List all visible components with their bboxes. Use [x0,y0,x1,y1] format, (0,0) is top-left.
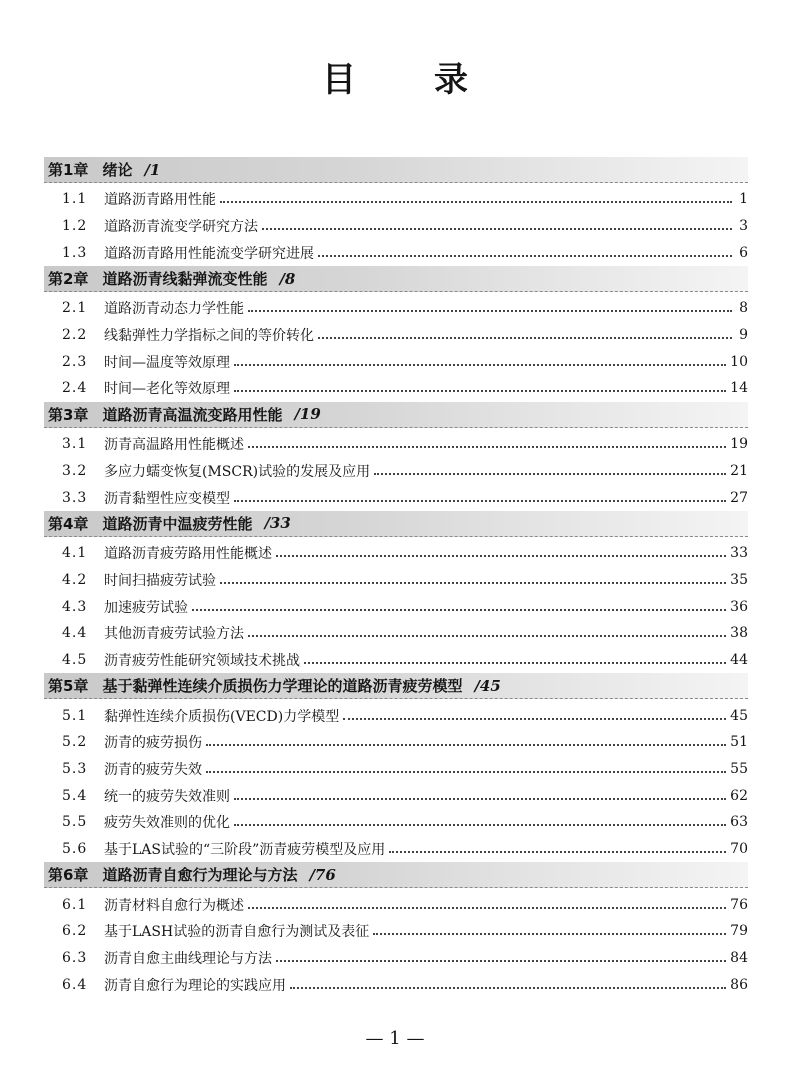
dot-leader [373,933,726,935]
toc-entry [44,322,748,349]
toc-entry [44,593,748,620]
section-title: 道路沥青路用性能 [104,192,216,209]
section-title: 道路沥青路用性能流变学研究进展 [104,245,314,262]
dot-leader [248,635,726,637]
section-number: 4.5 [62,651,88,668]
section-title: 基于LASH试验的沥青自愈行为测试及表征 [104,924,370,941]
section-page: 86 [730,976,748,993]
section-page: 21 [730,462,748,479]
dot-leader [318,255,732,257]
chapter-title: 基于黏弹性连续介质损伤力学理论的道路沥青疲劳模型 [102,677,463,696]
section-number: 1.1 [62,191,88,208]
section-title: 沥青的疲劳失效 [104,762,202,779]
section-page: 45 [730,707,748,724]
section-title: 道路沥青流变学研究方法 [104,219,258,236]
chapter-heading [44,402,748,428]
section-page: 1 [739,191,748,208]
section-title: 加速疲劳试验 [104,599,188,616]
section-page: 70 [730,841,748,858]
chapter-page: /76 [309,865,336,884]
toc-entry [44,620,748,647]
section-page: 27 [730,489,748,506]
chapter-number: 第3章 [48,405,89,424]
chapter-heading [44,157,748,183]
toc-entry [44,295,748,322]
section-number: 6.2 [62,923,88,940]
toc-entry [44,891,748,918]
toc-entry [44,972,748,999]
section-page: 84 [730,950,748,967]
chapter-page: /33 [264,514,291,533]
toc-entry [44,431,748,458]
chapter-page: /19 [294,405,321,424]
section-number: 5.3 [62,761,88,778]
dot-leader [248,446,726,448]
section-page: 9 [739,327,748,344]
section-number: 5.2 [62,734,88,751]
section-page: 63 [730,814,748,831]
dot-leader [343,718,726,720]
toc-entry [44,213,748,240]
chapter-number: 第5章 [48,677,89,696]
chapter-title: 道路沥青高温流变路用性能 [102,405,283,424]
table-of-contents [44,157,748,998]
section-title: 线黏弹性力学指标之间的等价转化 [104,328,314,345]
section-page: 36 [730,598,748,615]
section-title: 沥青的疲劳损伤 [104,735,202,752]
chapter-number: 第2章 [48,270,89,289]
dot-leader [374,473,726,475]
chapter-number: 第6章 [48,866,89,885]
toc-entry [44,809,748,836]
section-title: 沥青黏塑性应变模型 [104,490,230,507]
section-number: 5.4 [62,787,88,804]
section-title: 沥青材料自愈行为概述 [104,897,244,914]
dot-leader [234,364,726,366]
toc-entry [44,647,748,674]
chapter-heading [44,673,748,699]
dot-leader [318,337,732,339]
section-number: 4.4 [62,625,88,642]
chapter-number: 第1章 [48,161,89,179]
toc-entry [44,348,748,375]
section-number: 3.2 [62,462,88,479]
section-title: 基于LAS试验的“三阶段”沥青疲劳模型及应用 [104,842,386,859]
section-page: 10 [730,353,748,370]
section-page: 3 [739,218,748,235]
section-number: 4.2 [62,571,88,588]
dot-leader [389,851,726,853]
section-number: 1.2 [62,218,88,235]
section-number: 2.3 [62,353,88,370]
toc-entry [44,186,748,213]
section-title: 其他沥青疲劳试验方法 [104,626,244,643]
section-title: 多应力蠕变恢复(MSCR)试验的发展及应用 [104,463,371,480]
section-number: 6.1 [62,896,88,913]
toc-entry [44,918,748,945]
toc-entry [44,729,748,756]
section-page: 19 [730,436,748,453]
section-number: 6.4 [62,976,88,993]
section-number: 3.3 [62,489,88,506]
toc-entry [44,239,748,266]
dot-leader [234,500,726,502]
dot-leader [248,907,726,909]
chapter-page: /8 [279,269,296,288]
section-number: 1.3 [62,244,88,261]
chapter-heading [44,511,748,537]
dot-leader [304,662,726,664]
section-number: 4.3 [62,598,88,615]
dot-leader [220,582,726,584]
toc-entry [44,836,748,863]
section-number: 2.4 [62,380,88,397]
section-title: 疲劳失效准则的优化 [104,815,230,832]
chapter-title: 道路沥青自愈行为理论与方法 [102,866,298,885]
section-page: 51 [730,734,748,751]
section-page: 33 [730,545,748,562]
section-title: 沥青高温路用性能概述 [104,437,244,454]
dot-leader [262,228,732,230]
chapter-page: /1 [144,160,161,179]
chapter-title: 道路沥青中温疲劳性能 [102,514,253,533]
section-page: 6 [739,244,748,261]
section-title: 时间扫描疲劳试验 [104,572,216,589]
dot-leader [206,771,726,773]
dot-leader [206,744,726,746]
toc-entry [44,782,748,809]
dot-leader [248,310,732,312]
dot-leader [290,987,726,989]
section-page: 76 [730,896,748,913]
toc-entry [44,567,748,594]
section-title: 黏弹性连续介质损伤(VECD)力学模型 [104,708,340,725]
dot-leader [234,798,726,800]
section-page: 8 [739,300,748,317]
section-number: 3.1 [62,436,88,453]
chapter-title: 绪论 [102,161,133,179]
dot-leader [276,555,726,557]
dot-leader [192,609,726,611]
section-page: 55 [730,761,748,778]
section-number: 2.1 [62,300,88,317]
section-page: 38 [730,625,748,642]
section-number: 5.6 [62,841,88,858]
toc-entry [44,458,748,485]
section-title: 道路沥青动态力学性能 [104,301,244,318]
page-number-footer: — 1 — [365,1028,425,1049]
chapter-title: 道路沥青线黏弹流变性能 [102,270,268,289]
chapter-page: /45 [474,676,501,695]
section-number: 2.2 [62,327,88,344]
toc-entry [44,945,748,972]
section-title: 时间—老化等效原理 [104,381,230,398]
chapter-number: 第4章 [48,514,89,533]
chapter-heading [44,862,748,888]
toc-entry [44,484,748,511]
section-title: 沥青自愈主曲线理论与方法 [104,951,272,968]
section-number: 5.1 [62,707,88,724]
chapter-heading [44,266,748,292]
section-page: 44 [730,651,748,668]
dot-leader [234,390,726,392]
toc-entry [44,702,748,729]
dot-leader [220,201,732,203]
toc-entry [44,540,748,567]
section-title: 道路沥青疲劳路用性能概述 [104,546,272,563]
dot-leader [234,824,726,826]
section-page: 79 [730,923,748,940]
dot-leader [276,960,726,962]
toc-entry [44,756,748,783]
section-page: 62 [730,787,748,804]
section-number: 6.3 [62,950,88,967]
page-title: 目录 [322,60,546,100]
section-number: 5.5 [62,814,88,831]
section-page: 35 [730,571,748,588]
section-title: 时间—温度等效原理 [104,354,230,371]
section-page: 14 [730,380,748,397]
section-number: 4.1 [62,545,88,562]
toc-entry [44,375,748,402]
section-title: 沥青疲劳性能研究领域技术挑战 [104,652,300,669]
section-title: 沥青自愈行为理论的实践应用 [104,977,286,994]
section-title: 统一的疲劳失效准则 [104,788,230,805]
